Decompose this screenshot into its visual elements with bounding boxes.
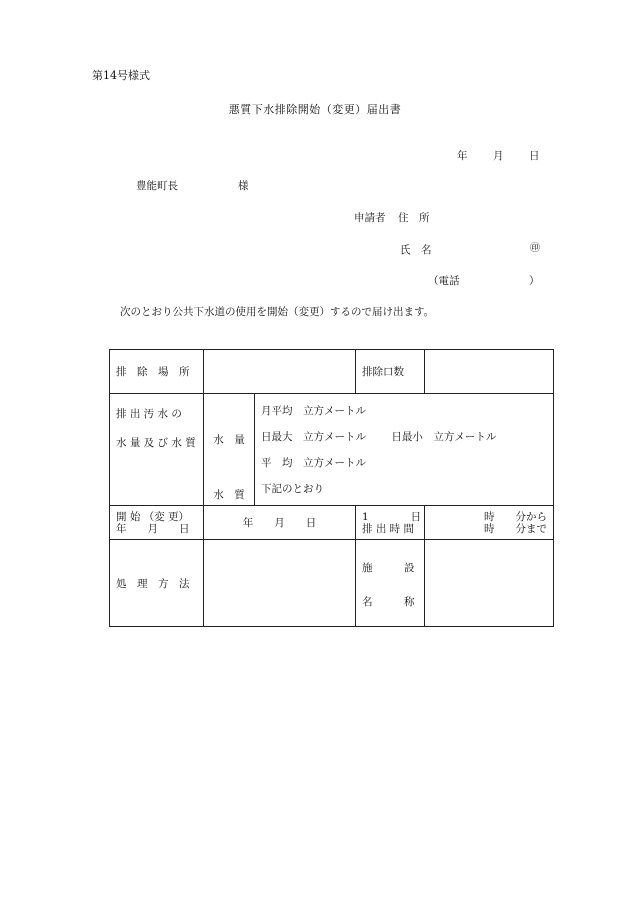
discharge-location-field[interactable] xyxy=(204,350,356,394)
facility-name-label: 施 設 名 称 xyxy=(356,540,425,627)
daily-min: 日最小 立方メートル xyxy=(391,430,497,443)
facility-name-field[interactable] xyxy=(425,540,554,627)
water-quality-label: 水 質 xyxy=(213,489,245,501)
phone-label: （電話 xyxy=(428,275,460,287)
applicant-label: 申請者 xyxy=(354,212,386,224)
daily-max: 日最大 立方メートル xyxy=(261,430,366,443)
time-to: 時 分まで xyxy=(484,522,547,535)
volume-quality-field[interactable] xyxy=(255,394,554,506)
date-line xyxy=(457,151,540,162)
average-line: 平 均 立方メートル xyxy=(261,456,366,469)
applicant-name-label: 氏 名 xyxy=(400,244,432,256)
start-date-label: 開 始 （変 更） 年 月 日 xyxy=(110,506,204,540)
outlet-count-field[interactable] xyxy=(425,350,554,394)
daily-discharge-time-label: 1 日 排 出 時 間 xyxy=(356,506,425,540)
phone-close-paren: ） xyxy=(529,275,540,287)
date-day: 日 xyxy=(529,150,540,162)
volume-quality-labels xyxy=(204,394,255,506)
date-month: 月 xyxy=(493,150,504,162)
addressee-name: 豊能町長 xyxy=(136,180,178,192)
monthly-average-line: 月平均 立方メートル xyxy=(261,404,366,417)
quality-line: 下記のとおり xyxy=(261,482,324,495)
start-date-field[interactable]: 年 月 日 xyxy=(204,506,356,540)
discharge-time-field[interactable] xyxy=(425,506,554,540)
time-from: 時 分から xyxy=(484,510,547,523)
discharge-location-label: 排 除 場 所 xyxy=(110,350,204,394)
intro-text: 次のとおり公共下水道の使用を開始（変更）するので届け出ます。 xyxy=(120,306,435,318)
daily-max-min-line xyxy=(261,424,553,450)
seal-mark: ㊞ xyxy=(530,243,540,254)
page-title: 悪質下水排除開始（変更）届出書 xyxy=(228,103,402,116)
treatment-method-field[interactable] xyxy=(204,540,356,627)
treatment-method-label: 処 理 方 法 xyxy=(110,540,204,627)
application-form-table xyxy=(109,349,554,627)
water-volume-label: 水 量 xyxy=(213,434,245,446)
addressee-honorific: 様 xyxy=(238,180,249,192)
date-year: 年 xyxy=(457,150,468,162)
outlet-count-label: 排除口数 xyxy=(356,350,425,394)
applicant-address-label: 住 所 xyxy=(398,212,430,224)
form-number: 第14号様式 xyxy=(92,69,150,82)
wastewater-label: 排 出 汚 水 の 水 量 及 び 水 質 xyxy=(110,394,204,506)
